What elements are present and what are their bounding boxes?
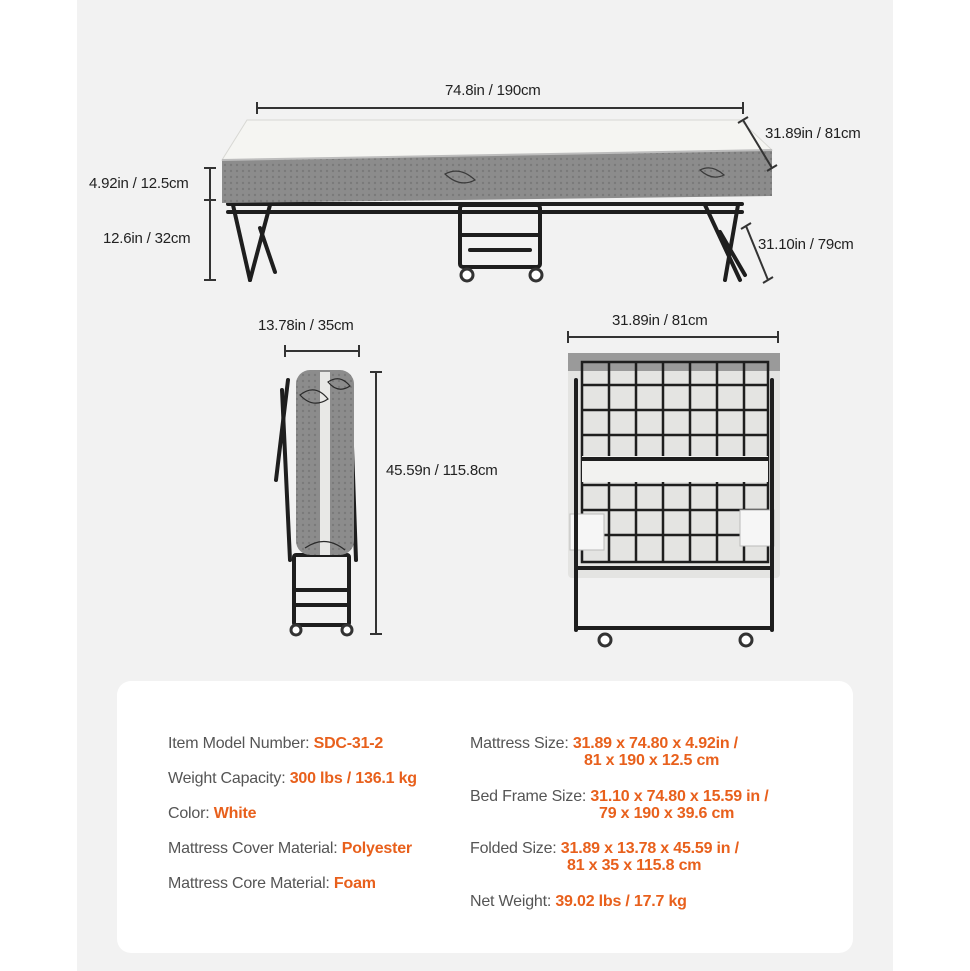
spec-model-value: SDC-31-2 <box>313 735 384 752</box>
spec-core-value: Foam <box>333 875 376 892</box>
spec-core-label: Mattress Core Material: <box>168 875 330 892</box>
spec-cover-label: Mattress Cover Material: <box>168 840 338 857</box>
folding-bed-folded-front-illustration <box>568 353 780 646</box>
folding-bed-folded-side-illustration <box>276 370 356 635</box>
folding-bed-unfolded-illustration <box>222 120 772 281</box>
spec-capacity-value: 300 lbs / 136.1 kg <box>289 770 417 787</box>
bed-length-label: 74.8in / 190cm <box>445 82 541 99</box>
spec-folded-size-value-1: 31.89 x 13.78 x 45.59 in / <box>560 840 739 857</box>
spec-capacity-label: Weight Capacity: <box>168 770 286 787</box>
spec-frame-size <box>470 788 768 806</box>
spec-mattress-size-value-1: 31.89 x 74.80 x 4.92in / <box>572 735 738 752</box>
folded-height-label: 45.59n / 115.8cm <box>386 462 498 479</box>
spec-folded-size-value-2: 81 x 35 x 115.8 cm <box>567 857 702 874</box>
spec-net-weight-value: 39.02 lbs / 17.7 kg <box>555 893 687 910</box>
spec-frame-size-value-1: 31.10 x 74.80 x 15.59 in / <box>590 788 769 805</box>
folded-depth-label: 13.78in / 35cm <box>258 317 354 334</box>
spec-model <box>168 735 383 753</box>
frame-height-label: 12.6in / 32cm <box>103 230 191 247</box>
spec-mattress-size-value-2: 81 x 190 x 12.5 cm <box>584 752 720 769</box>
spec-mattress-size <box>470 735 738 753</box>
spec-net-weight <box>470 893 687 911</box>
leg-width-label: 31.10in / 79cm <box>758 236 854 253</box>
folded-width-label: 31.89in / 81cm <box>612 312 708 329</box>
spec-net-weight-label: Net Weight: <box>470 893 552 910</box>
spec-color-value: White <box>213 805 257 822</box>
mattress-thickness-label: 4.92in / 12.5cm <box>89 175 189 192</box>
spec-mattress-size-label: Mattress Size: <box>470 735 569 752</box>
spec-folded-size-label: Folded Size: <box>470 840 557 857</box>
spec-folded-size <box>470 840 739 858</box>
spec-frame-size-value-2: 79 x 190 x 39.6 cm <box>599 805 735 822</box>
spec-color-label: Color: <box>168 805 210 822</box>
spec-cover <box>168 840 412 858</box>
spec-color <box>168 805 256 823</box>
spec-capacity <box>168 770 417 788</box>
spec-model-label: Item Model Number: <box>168 735 310 752</box>
bed-width-label: 31.89in / 81cm <box>765 125 861 142</box>
spec-cover-value: Polyester <box>341 840 412 857</box>
spec-frame-size-label: Bed Frame Size: <box>470 788 587 805</box>
spec-core <box>168 875 376 893</box>
